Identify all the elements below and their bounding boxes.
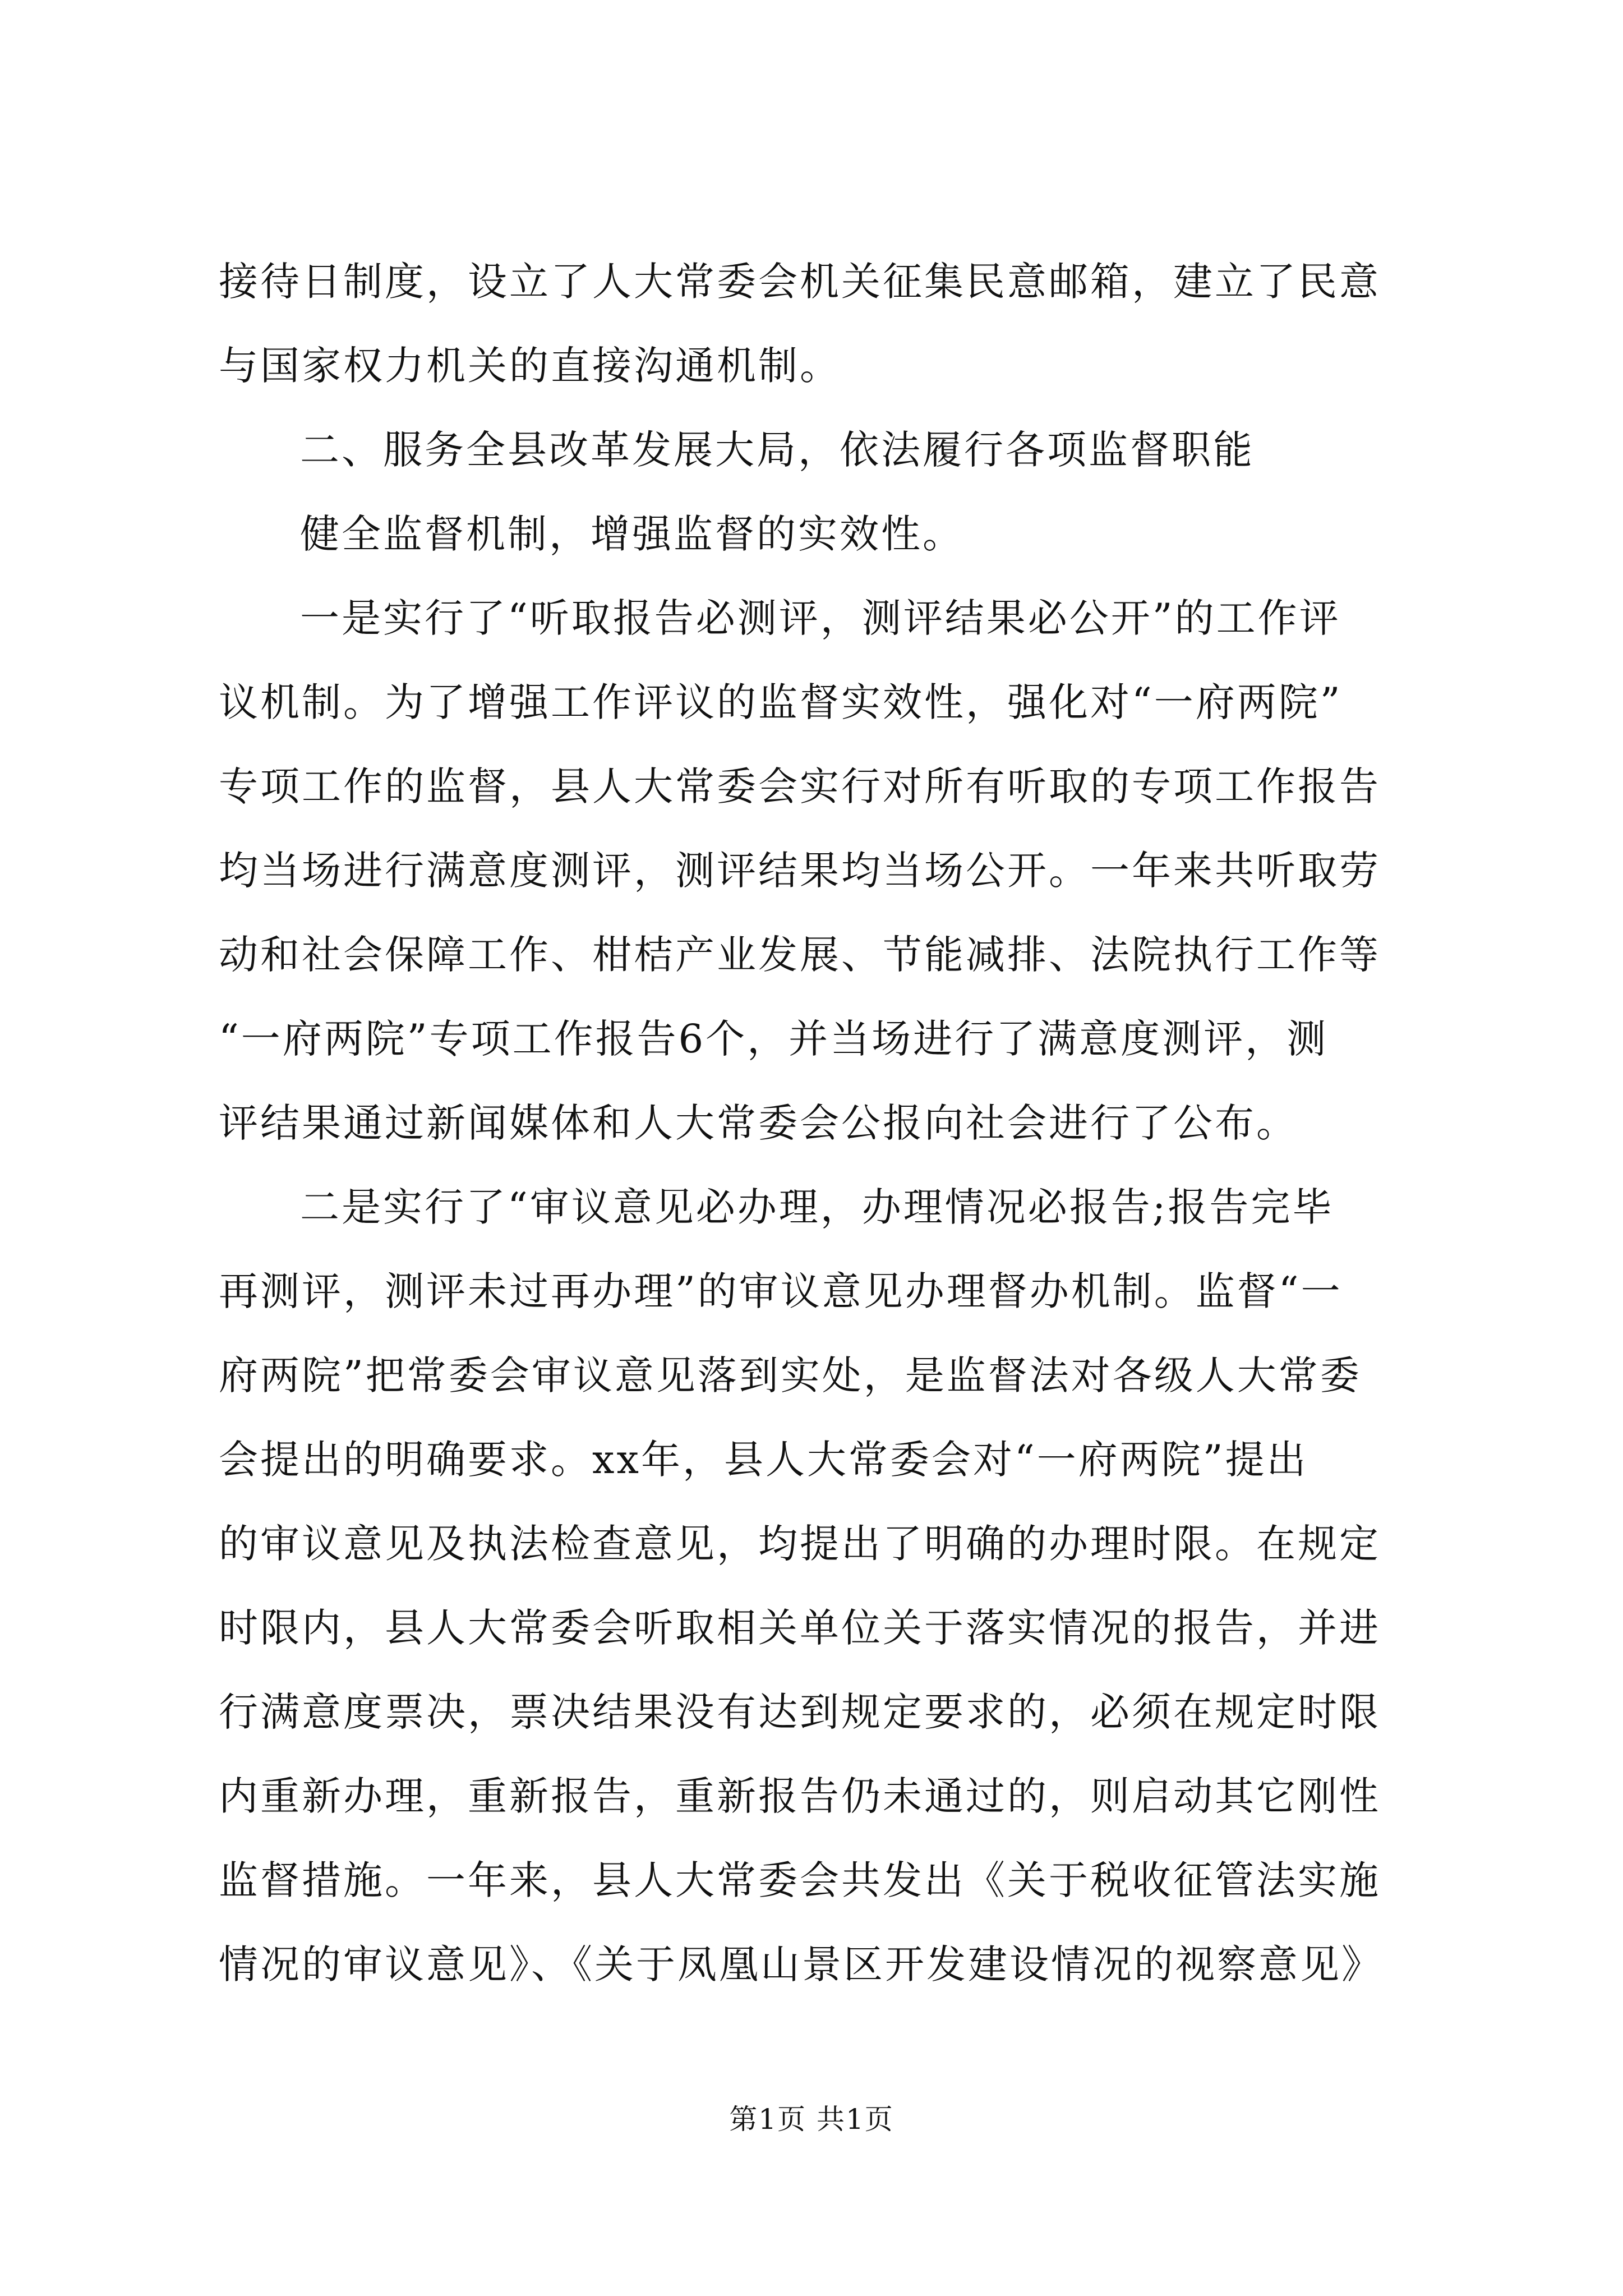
text-line: “一府两院”专项工作报告6个，并当场进行了满意度测评，测 — [219, 1016, 1329, 1062]
text-line: 议机制。为了增强工作评议的监督实效性，强化对“一府两院” — [219, 679, 1343, 725]
text-line: 与国家权力机关的直接沟通机制。 — [219, 343, 841, 389]
text-line: 府两院”把常委会审议意见落到实处，是监督法对各级人大常委 — [219, 1352, 1362, 1398]
text-line: 监督措施。一年来，县人大常委会共发出《关于税收征管法实施 — [219, 1857, 1381, 1903]
text-line: 内重新办理，重新报告，重新报告仍未通过的，则启动其它刚性 — [219, 1773, 1381, 1819]
text-line: 的审议意见及执法检查意见，均提出了明确的办理时限。在规定 — [219, 1521, 1381, 1567]
text-line: 动和社会保障工作、柑桔产业发展、节能减排、法院执行工作等 — [219, 932, 1381, 978]
text-line: 专项工作的监督，县人大常委会实行对所有听取的专项工作报告 — [219, 763, 1381, 809]
text-line: 均当场进行满意度测评，测评结果均当场公开。一年来共听取劳 — [219, 848, 1381, 894]
text-line: 再测评，测评未过再办理”的审议意见办理督办机制。监督“一 — [219, 1268, 1343, 1314]
text-line: 时限内，县人大常委会听取相关单位关于落实情况的报告，并进 — [219, 1605, 1381, 1651]
subheading: 健全监督机制，增强监督的实效性。 — [300, 511, 964, 557]
text-line: 接待日制度，设立了人大常委会机关征集民意邮箱，建立了民意 — [219, 259, 1381, 305]
text-line: 一是实行了“听取报告必测评，测评结果必公开”的工作评 — [300, 595, 1341, 641]
section-heading: 二、服务全县改革发展大局，依法履行各项监督职能 — [300, 427, 1255, 473]
text-line: 评结果通过新闻媒体和人大常委会公报向社会进行了公布。 — [219, 1100, 1298, 1146]
text-line: 会提出的明确要求。xx年，县人大常委会对“一府两院”提出 — [219, 1437, 1308, 1483]
text-line: 二是实行了“审议意见必办理，办理情况必报告;报告完毕 — [300, 1184, 1334, 1230]
text-line: 情况的审议意见》、《关于凤凰山景区开发建设情况的视察意见》 — [219, 1941, 1383, 1987]
text-line: 行满意度票决，票决结果没有达到规定要求的，必须在规定时限 — [219, 1689, 1381, 1735]
page-footer: 第1页 共1页 — [729, 2103, 894, 2136]
